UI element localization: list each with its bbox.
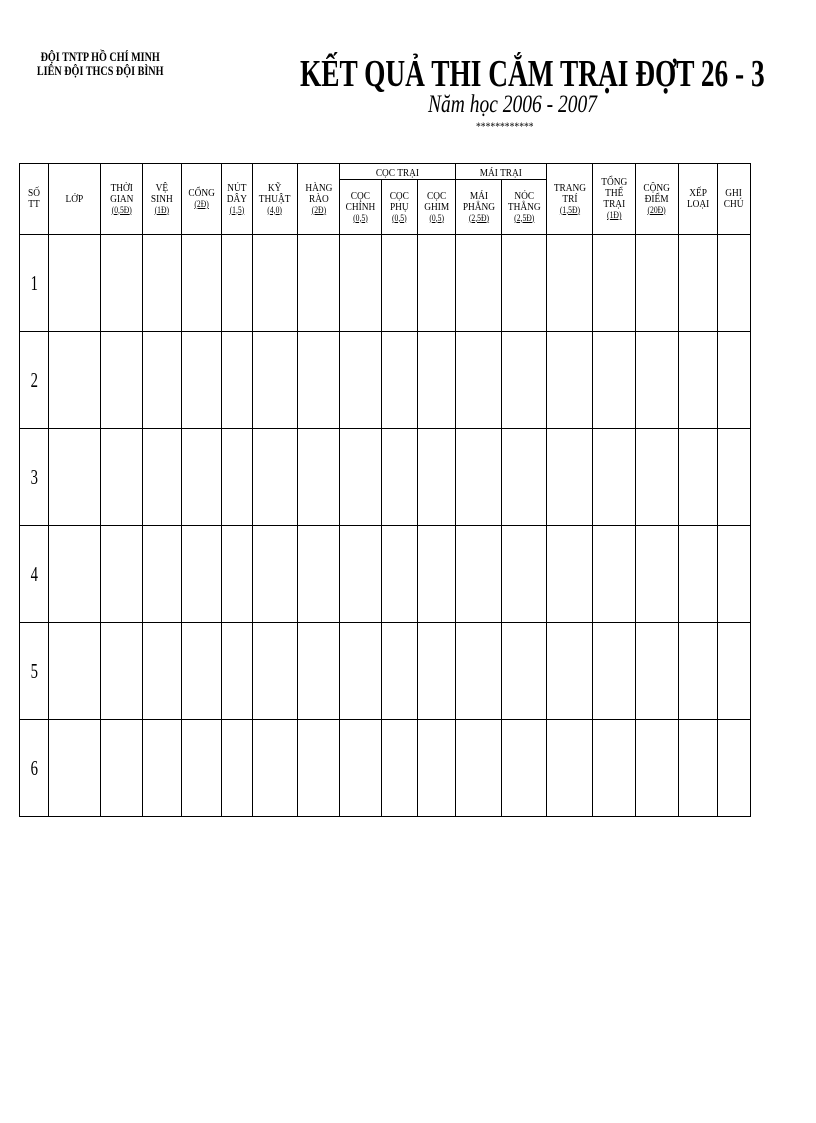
score-cell[interactable]	[679, 235, 718, 332]
score-cell[interactable]	[547, 235, 593, 332]
score-cell[interactable]	[143, 526, 182, 623]
group-label-mai-trai: MÁI TRẠI	[479, 167, 523, 179]
col-header-trang-tri	[547, 164, 593, 235]
score-cell[interactable]	[101, 429, 143, 526]
col-header-score: (2,5Đ)	[513, 212, 535, 223]
score-cell[interactable]	[340, 332, 382, 429]
col-header-stt	[20, 164, 49, 235]
score-cell[interactable]	[502, 429, 547, 526]
score-cell[interactable]	[382, 332, 418, 429]
score-cell[interactable]	[101, 623, 143, 720]
col-header-line: CHÚ	[724, 198, 744, 210]
col-header-line: SINH	[151, 192, 173, 205]
score-cell[interactable]	[593, 235, 636, 332]
row-number-cell	[20, 332, 49, 429]
score-cell[interactable]	[418, 429, 456, 526]
col-header-line: CỌC	[426, 189, 447, 202]
score-cell[interactable]	[593, 526, 636, 623]
table-row	[20, 429, 751, 526]
col-header-score: (0,5)	[429, 212, 444, 223]
col-header-nut-day	[222, 164, 253, 235]
score-cell[interactable]	[547, 429, 593, 526]
group-header-coc-trai	[340, 164, 456, 180]
score-cell[interactable]	[718, 235, 751, 332]
score-cell[interactable]	[636, 429, 679, 526]
score-cell[interactable]	[49, 526, 101, 623]
row-number: 3	[30, 464, 38, 489]
col-header-ghi-chu	[718, 164, 751, 235]
score-cell[interactable]	[101, 720, 143, 817]
score-cell[interactable]	[182, 429, 222, 526]
row-number-cell	[20, 429, 49, 526]
score-cell[interactable]	[340, 235, 382, 332]
score-cell[interactable]	[718, 720, 751, 817]
col-header-mai-phang	[456, 180, 502, 235]
col-header-label	[346, 191, 376, 223]
score-cell[interactable]	[49, 623, 101, 720]
org-line-1: ĐỘI TNTP HỒ CHÍ MINH	[40, 49, 160, 64]
score-cell[interactable]	[222, 429, 253, 526]
col-header-xep-loai	[679, 164, 718, 235]
col-header-score: (20Đ)	[647, 204, 667, 215]
score-cell[interactable]	[418, 332, 456, 429]
score-cell[interactable]	[49, 332, 101, 429]
col-header-line: TRẠI	[603, 198, 625, 210]
results-table	[19, 163, 751, 817]
col-header-line: TT	[28, 198, 40, 210]
col-header-line: TRANG	[553, 181, 586, 194]
score-cell[interactable]	[718, 332, 751, 429]
score-cell[interactable]	[253, 526, 298, 623]
row-number: 2	[30, 367, 38, 392]
col-header-label	[227, 183, 247, 215]
col-header-score: (2Đ)	[194, 199, 209, 209]
score-cell[interactable]	[593, 720, 636, 817]
col-header-label	[259, 183, 291, 215]
col-header-score: (4,0)	[267, 204, 283, 215]
col-header-line: CỌC	[350, 189, 371, 202]
score-cell[interactable]	[298, 235, 340, 332]
col-header-label	[390, 191, 409, 223]
col-header-line: MÁI	[469, 189, 488, 202]
table-row	[20, 332, 751, 429]
score-cell[interactable]	[253, 332, 298, 429]
col-header-label	[424, 191, 449, 223]
col-header-line: CỘNG	[643, 181, 671, 194]
org-line-2: LIÊN ĐỘI THCS ĐỘI BÌNH	[36, 63, 164, 78]
score-cell[interactable]	[502, 526, 547, 623]
col-header-line: CHÍNH	[345, 200, 376, 213]
score-cell[interactable]	[182, 332, 222, 429]
score-cell[interactable]	[636, 623, 679, 720]
organization-header	[30, 50, 170, 78]
score-cell[interactable]	[253, 720, 298, 817]
score-cell[interactable]	[253, 429, 298, 526]
score-cell[interactable]	[456, 235, 502, 332]
score-cell[interactable]	[253, 623, 298, 720]
row-number: 1	[30, 270, 38, 295]
score-cell[interactable]	[679, 623, 718, 720]
col-header-line: TỔNG	[601, 176, 628, 188]
col-header-line: PHỤ	[390, 200, 409, 213]
col-header-line: CỌC	[389, 189, 410, 202]
score-cell[interactable]	[636, 332, 679, 429]
col-header-line: VỆ	[155, 181, 169, 194]
score-cell[interactable]	[502, 720, 547, 817]
score-cell[interactable]	[636, 720, 679, 817]
score-cell[interactable]	[679, 332, 718, 429]
table-row	[20, 526, 751, 623]
score-cell[interactable]	[418, 623, 456, 720]
score-cell[interactable]	[418, 526, 456, 623]
score-cell[interactable]	[182, 623, 222, 720]
score-cell[interactable]	[456, 720, 502, 817]
col-header-hang-rao	[298, 164, 340, 235]
table-row	[20, 623, 751, 720]
col-header-line: TRÍ	[561, 192, 578, 205]
col-header-line: XẾP	[689, 187, 707, 199]
score-cell[interactable]	[718, 429, 751, 526]
col-header-lop	[49, 164, 101, 235]
score-cell[interactable]	[49, 720, 101, 817]
col-header-line: THỜI	[110, 181, 133, 194]
col-header-line: GIAN	[109, 192, 134, 205]
col-header-line: RÀO	[308, 192, 329, 205]
score-cell[interactable]	[298, 526, 340, 623]
score-cell[interactable]	[547, 720, 593, 817]
col-header-label	[151, 183, 173, 215]
col-header-label	[188, 188, 214, 209]
row-number-cell	[20, 235, 49, 332]
score-cell[interactable]	[222, 235, 253, 332]
score-cell[interactable]	[382, 623, 418, 720]
col-header-line: NÓC	[514, 189, 534, 202]
score-cell[interactable]	[143, 720, 182, 817]
col-header-ky-thuat	[253, 164, 298, 235]
table-body	[20, 235, 751, 817]
score-cell[interactable]	[636, 235, 679, 332]
col-header-tong-the	[593, 164, 636, 235]
score-cell[interactable]	[143, 429, 182, 526]
col-header-line: SỐ	[28, 187, 40, 199]
score-cell[interactable]	[718, 526, 751, 623]
score-cell[interactable]	[547, 332, 593, 429]
score-cell[interactable]	[593, 332, 636, 429]
col-header-cong-diem	[636, 164, 679, 235]
score-cell[interactable]	[502, 623, 547, 720]
score-cell[interactable]	[593, 623, 636, 720]
col-header-label	[110, 183, 133, 215]
col-header-score: (1,5)	[229, 204, 245, 215]
row-number-cell	[20, 526, 49, 623]
col-header-line: LỚP	[65, 192, 84, 205]
school-year-subtitle: Năm học 2006 - 2007	[428, 91, 597, 118]
row-number: 5	[30, 658, 38, 683]
score-cell[interactable]	[382, 526, 418, 623]
score-cell[interactable]	[340, 526, 382, 623]
score-cell[interactable]	[101, 332, 143, 429]
col-header-score: (2,5Đ)	[468, 212, 489, 223]
table-row	[20, 720, 751, 817]
score-cell[interactable]	[636, 526, 679, 623]
col-header-label	[462, 191, 494, 223]
score-cell[interactable]	[182, 720, 222, 817]
score-cell[interactable]	[298, 332, 340, 429]
score-cell[interactable]	[593, 429, 636, 526]
score-cell[interactable]	[718, 623, 751, 720]
col-header-line: GHI	[725, 187, 743, 199]
row-number-cell	[20, 623, 49, 720]
score-cell[interactable]	[222, 623, 253, 720]
col-header-line: HÀNG	[304, 181, 333, 194]
decorative-stars: ************	[476, 119, 534, 133]
score-cell[interactable]	[679, 429, 718, 526]
score-cell[interactable]	[298, 623, 340, 720]
score-cell[interactable]	[456, 429, 502, 526]
col-header-coc-ghim	[418, 180, 456, 235]
group-label-coc-trai: CỌC TRẠI	[375, 167, 420, 179]
score-cell[interactable]	[222, 720, 253, 817]
col-header-score: (0,5)	[392, 212, 407, 223]
col-header-score: (2Đ)	[311, 204, 326, 215]
score-cell[interactable]	[456, 332, 502, 429]
score-cell[interactable]	[456, 623, 502, 720]
col-header-line: THỂ	[604, 187, 624, 199]
table-header-group-row	[20, 164, 751, 180]
col-header-cong	[182, 164, 222, 235]
row-number: 6	[30, 755, 38, 780]
col-header-score: (0,5)	[353, 212, 368, 223]
col-header-line: DÂY	[226, 192, 248, 205]
score-cell[interactable]	[101, 235, 143, 332]
col-header-score: (1,5Đ)	[559, 204, 580, 215]
col-header-label	[601, 177, 627, 220]
score-cell[interactable]	[679, 526, 718, 623]
col-header-line: ĐIỂM	[645, 192, 669, 205]
page-title: KẾT QUẢ THI CẮM TRẠI ĐỢT 26 - 3	[300, 53, 765, 95]
col-header-label	[305, 183, 332, 215]
score-cell[interactable]	[456, 526, 502, 623]
score-cell[interactable]	[418, 720, 456, 817]
col-header-score: (1Đ)	[154, 204, 170, 215]
score-cell[interactable]	[418, 235, 456, 332]
score-cell[interactable]	[340, 623, 382, 720]
score-cell[interactable]	[547, 526, 593, 623]
score-cell[interactable]	[143, 623, 182, 720]
table-row	[20, 235, 751, 332]
col-header-ve-sinh	[143, 164, 182, 235]
row-number-cell	[20, 720, 49, 817]
col-header-line: CỔNG	[188, 187, 215, 199]
col-header-noc-thang	[502, 180, 547, 235]
col-header-line: GHIM	[424, 200, 449, 213]
col-header-thoi-gian	[101, 164, 143, 235]
col-header-score: (1Đ)	[606, 210, 622, 220]
score-cell[interactable]	[49, 429, 101, 526]
col-header-line: THUẬT	[259, 192, 291, 205]
score-cell[interactable]	[101, 526, 143, 623]
score-cell[interactable]	[340, 720, 382, 817]
row-number: 4	[30, 561, 38, 586]
col-header-label	[66, 194, 84, 205]
score-cell[interactable]	[340, 429, 382, 526]
score-cell[interactable]	[502, 235, 547, 332]
col-header-label	[687, 188, 709, 210]
col-header-coc-phu	[382, 180, 418, 235]
score-cell[interactable]	[298, 720, 340, 817]
col-header-line: KỸ	[268, 181, 282, 194]
col-header-score: (0,5Đ)	[111, 204, 132, 215]
score-cell[interactable]	[298, 429, 340, 526]
col-header-label	[724, 188, 744, 210]
score-cell[interactable]	[253, 235, 298, 332]
score-cell[interactable]	[547, 623, 593, 720]
score-cell[interactable]	[182, 235, 222, 332]
score-cell[interactable]	[382, 429, 418, 526]
score-cell[interactable]	[49, 235, 101, 332]
col-header-label	[553, 183, 585, 215]
col-header-line: THẲNG	[507, 200, 541, 213]
score-cell[interactable]	[679, 720, 718, 817]
col-header-label	[28, 188, 40, 210]
col-header-label	[508, 191, 541, 223]
score-cell[interactable]	[502, 332, 547, 429]
group-header-mai-trai	[456, 164, 547, 180]
score-cell[interactable]	[382, 235, 418, 332]
col-header-label	[644, 183, 670, 215]
col-header-coc-chinh	[340, 180, 382, 235]
score-cell[interactable]	[143, 332, 182, 429]
score-cell[interactable]	[382, 720, 418, 817]
score-cell[interactable]	[143, 235, 182, 332]
col-header-line: NÚT	[227, 181, 247, 194]
col-header-line: PHẲNG	[462, 200, 495, 213]
score-cell[interactable]	[182, 526, 222, 623]
score-cell[interactable]	[222, 526, 253, 623]
score-cell[interactable]	[222, 332, 253, 429]
col-header-line: LOẠI	[686, 198, 710, 210]
